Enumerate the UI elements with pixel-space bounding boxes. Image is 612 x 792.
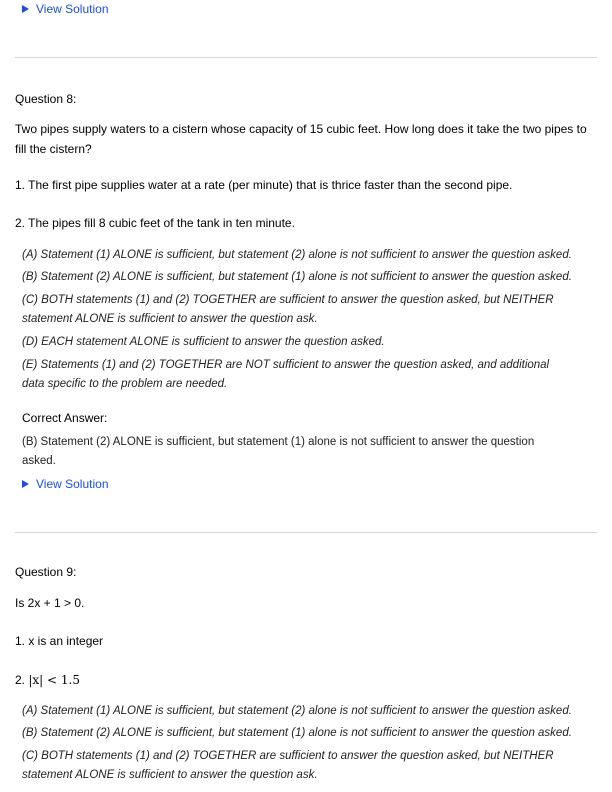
statement-1: 1. x is an integer [15,634,104,648]
option-e [22,356,549,394]
option-a: (A) Statement (1) ALONE is sufficient, but statement (2) alone is not sufficient to answer the question asked. [22,705,572,717]
question-9-stem: Is 2x + 1 > 0. [15,596,85,610]
correct-answer-line: asked. [22,455,56,467]
stem-line: Two pipes supply waters to a cistern whose capacity of 15 cubic feet. How long does it take the two pipes to [15,122,587,136]
option-c-line: (C) BOTH statements (1) and (2) TOGETHER are sufficient to answer the question asked, but NEITHER [22,294,554,306]
statement-number: 2. [15,673,26,687]
option-a: (A) Statement (1) ALONE is sufficient, but statement (2) alone is not sufficient to answer the question asked. [22,249,572,261]
correct-answer-label: Correct Answer: [22,411,108,425]
option-e-line: (E) Statements (1) and (2) TOGETHER are NOT sufficient to answer the question asked, and additional [22,359,550,371]
option-c-line: statement ALONE is sufficient to answer the question ask. [22,313,318,325]
view-solution-label: View Solution [36,477,109,491]
stem-line: fill the cistern? [15,142,92,156]
math-expression: |x| < 1.5 [28,673,80,687]
option-e-line: data specific to the problem are needed. [22,378,228,390]
question-8-stem [15,119,605,159]
view-solution-link[interactable] [22,477,109,491]
statement-2: 2. The pipes fill 8 cubic feet of the tank in ten minute. [15,216,295,230]
statement-1: 1. The first pipe supplies water at a rate (per minute) that is thrice faster than the second pipe. [15,178,513,192]
option-b: (B) Statement (2) ALONE is sufficient, but statement (1) alone is not sufficient to answer the question asked. [22,727,572,739]
view-solution-link-top[interactable] [22,2,109,16]
correct-answer-line: (B) Statement (2) ALONE is sufficient, but statement (1) alone is not sufficient to answer the question [22,436,535,448]
view-solution-label: View Solution [36,2,109,16]
option-b: (B) Statement (2) ALONE is sufficient, but statement (1) alone is not sufficient to answer the question asked. [22,271,572,283]
divider [15,532,597,533]
divider [15,57,597,58]
option-c-line: (C) BOTH statements (1) and (2) TOGETHER are sufficient to answer the question asked, but NEITHER [22,750,554,762]
statement-2 [15,670,80,690]
option-d: (D) EACH statement ALONE is sufficient to answer the question asked. [22,336,385,348]
question-9-title: Question 9: [15,565,77,579]
option-c-line: statement ALONE is sufficient to answer the question ask. [22,769,318,781]
triangle-right-icon [22,5,29,13]
option-c [22,747,554,785]
correct-answer-text [22,433,582,471]
question-8-title: Question 8: [15,92,77,106]
option-c [22,291,554,329]
triangle-right-icon [22,480,29,488]
